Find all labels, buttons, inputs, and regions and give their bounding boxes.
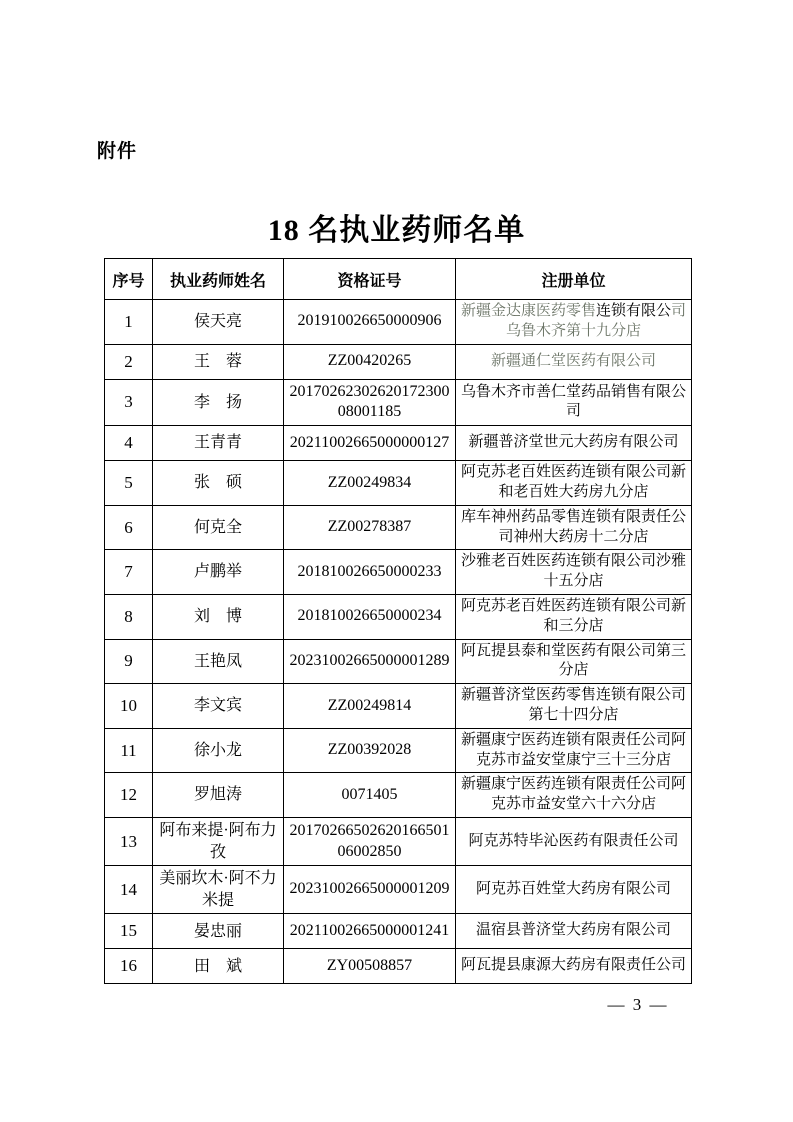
table-row — [105, 344, 692, 379]
cell-serial-number: 7 — [105, 550, 153, 595]
pharmacist-table — [104, 258, 692, 984]
cell-serial-number: 12 — [105, 773, 153, 818]
cell-registered-unit — [456, 594, 692, 639]
cell-serial-number: 4 — [105, 426, 153, 461]
cell-registered-unit — [456, 728, 692, 773]
registered-unit-text: 新疆普济堂世元大药房有限公司 — [468, 434, 679, 451]
table-row — [105, 866, 692, 914]
cell-registered-unit — [456, 300, 692, 345]
cell-certificate-number: ZZ00392028 — [284, 728, 456, 773]
table-row — [105, 773, 692, 818]
table-row — [105, 379, 692, 426]
cell-certificate-number: 201810026650000234 — [284, 594, 456, 639]
cell-serial-number: 14 — [105, 866, 153, 914]
registered-unit-text: 新疆普济堂医药零售连锁有限公司第七十四分店 — [460, 687, 686, 723]
table-row — [105, 550, 692, 595]
registered-unit-text: 连锁有限公 — [595, 303, 671, 319]
cell-registered-unit — [456, 949, 692, 984]
cell-certificate-number: 201910026650000906 — [284, 300, 456, 345]
cell-pharmacist-name: 张 硕 — [153, 461, 284, 506]
table-row — [105, 817, 692, 865]
registered-unit-text: 新疆康宁医药连锁有限责任公司阿克苏市益安堂康宁三十三分店 — [460, 731, 686, 768]
registered-unit-text: 阿瓦提县泰和堂医药有限公司第三分店 — [460, 642, 686, 679]
table-row — [105, 949, 692, 984]
table-row — [105, 300, 692, 345]
cell-pharmacist-name: 何克全 — [153, 505, 284, 550]
cell-registered-unit — [456, 914, 692, 949]
cell-pharmacist-name: 李 扬 — [153, 379, 284, 426]
cell-serial-number: 1 — [105, 300, 153, 345]
cell-serial-number: 6 — [105, 505, 153, 550]
cell-pharmacist-name: 晏忠丽 — [153, 914, 284, 949]
cell-pharmacist-name: 李文宾 — [153, 684, 284, 729]
cell-registered-unit — [456, 866, 692, 914]
cell-serial-number: 9 — [105, 639, 153, 684]
cell-pharmacist-name: 王 蓉 — [153, 344, 284, 379]
table-row — [105, 639, 692, 684]
table-row — [105, 461, 692, 506]
table-row — [105, 505, 692, 550]
registered-unit-text: 司乌鲁木齐第十九分店 — [505, 303, 687, 339]
cell-certificate-number: 20231002665000001289 — [284, 639, 456, 684]
cell-serial-number: 10 — [105, 684, 153, 729]
cell-certificate-number: ZY00508857 — [284, 949, 456, 984]
registered-unit-text: 阿瓦提县康源大药房有限责任公司 — [460, 957, 686, 974]
cell-serial-number: 8 — [105, 594, 153, 639]
registered-unit-text: 库车神州药品零售连锁有限责任公司神州大药房十二分店 — [460, 508, 686, 545]
table-row — [105, 594, 692, 639]
cell-certificate-number: 2017026230262017230008001185 — [284, 379, 456, 426]
table-row — [105, 426, 692, 461]
cell-certificate-number: ZZ00278387 — [284, 505, 456, 550]
cell-registered-unit — [456, 344, 692, 379]
cell-certificate-number: 2017026650262016650106002850 — [284, 817, 456, 865]
registered-unit-text: 新疆通仁堂医药有限公司 — [490, 352, 656, 369]
cell-certificate-number: 20211002665000000127 — [284, 426, 456, 461]
registered-unit-text: 新疆康宁医药连锁有限责任公司阿克苏市益安堂六十六分店 — [460, 776, 686, 813]
page-title: 18 名执业药师名单 — [267, 214, 526, 247]
pharmacist-table-body — [105, 300, 692, 984]
cell-registered-unit — [456, 461, 692, 506]
header-serial-number: 序号 — [105, 259, 153, 300]
table-row — [105, 684, 692, 729]
cell-certificate-number: 20231002665000001209 — [284, 866, 456, 914]
attachment-label: 附件 — [97, 141, 138, 162]
registered-unit-text: 新疆金达康医药零售 — [460, 303, 596, 319]
cell-certificate-number: 201810026650000233 — [284, 550, 456, 595]
cell-pharmacist-name: 罗旭涛 — [153, 773, 284, 818]
cell-serial-number: 13 — [105, 817, 153, 865]
page-number: — 3 — — [607, 995, 669, 1014]
header-registered-unit: 注册单位 — [456, 259, 692, 300]
cell-pharmacist-name: 王艳凤 — [153, 639, 284, 684]
cell-pharmacist-name: 田 斌 — [153, 949, 284, 984]
cell-certificate-number: 20211002665000001241 — [284, 914, 456, 949]
cell-registered-unit — [456, 773, 692, 818]
cell-registered-unit — [456, 550, 692, 595]
cell-serial-number: 11 — [105, 728, 153, 773]
cell-certificate-number: ZZ00249814 — [284, 684, 456, 729]
cell-registered-unit — [456, 817, 692, 865]
table-row — [105, 728, 692, 773]
registered-unit-text: 阿克苏百姓堂大药房有限公司 — [475, 880, 671, 897]
cell-registered-unit — [456, 639, 692, 684]
cell-registered-unit — [456, 379, 692, 426]
table-header-row — [105, 259, 692, 300]
cell-serial-number: 3 — [105, 379, 153, 426]
cell-serial-number: 2 — [105, 344, 153, 379]
cell-pharmacist-name: 徐小龙 — [153, 728, 284, 773]
cell-registered-unit — [456, 684, 692, 729]
cell-serial-number: 15 — [105, 914, 153, 949]
registered-unit-text: 阿克苏特毕沁医药有限责任公司 — [468, 832, 679, 849]
cell-pharmacist-name: 刘 博 — [153, 594, 284, 639]
cell-pharmacist-name: 侯天亮 — [153, 300, 284, 345]
cell-registered-unit — [456, 505, 692, 550]
cell-certificate-number: ZZ00420265 — [284, 344, 456, 379]
cell-pharmacist-name: 卢鹏举 — [153, 550, 284, 595]
registered-unit-text: 沙雅老百姓医药连锁有限公司沙雅十五分店 — [460, 553, 686, 590]
cell-serial-number: 16 — [105, 949, 153, 984]
cell-registered-unit — [456, 426, 692, 461]
cell-serial-number: 5 — [105, 461, 153, 506]
cell-certificate-number: ZZ00249834 — [284, 461, 456, 506]
table-row — [105, 914, 692, 949]
registered-unit-text: 乌鲁木齐市善仁堂药品销售有限公司 — [460, 383, 686, 420]
header-pharmacist-name: 执业药师姓名 — [153, 259, 284, 300]
cell-certificate-number: 0071405 — [284, 773, 456, 818]
header-certificate-number: 资格证号 — [284, 259, 456, 300]
registered-unit-text: 温宿县普济堂大药房有限公司 — [475, 922, 671, 939]
registered-unit-text: 阿克苏老百姓医药连锁有限公司新和三分店 — [460, 597, 686, 634]
cell-pharmacist-name: 美丽坎木·阿不力米提 — [153, 866, 284, 914]
cell-pharmacist-name: 王青青 — [153, 426, 284, 461]
registered-unit-text: 阿克苏老百姓医药连锁有限公司新和老百姓大药房九分店 — [460, 464, 686, 500]
cell-pharmacist-name: 阿布来提·阿布力孜 — [153, 817, 284, 865]
